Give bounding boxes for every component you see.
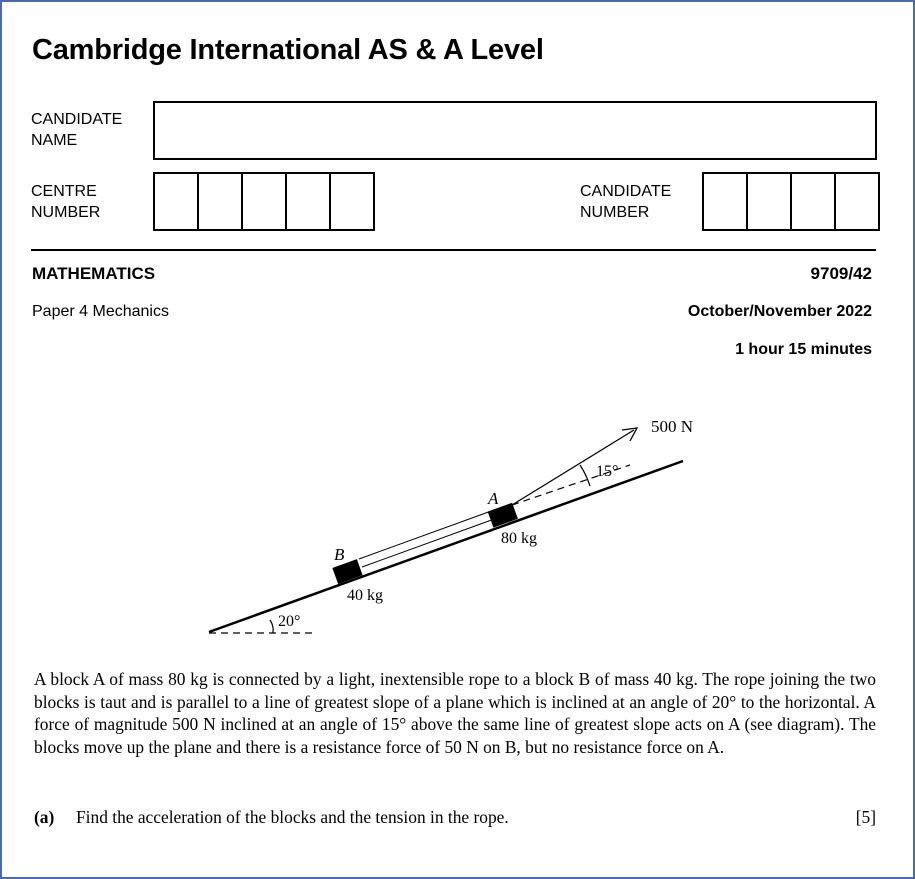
incline-plane-line — [209, 461, 683, 632]
centre-number-digit-box[interactable] — [331, 174, 373, 229]
centre-number-digit-box[interactable] — [243, 174, 287, 229]
force-arrow-head — [622, 428, 637, 441]
force-angle-arc — [580, 465, 590, 486]
candidate-number-digit-box[interactable] — [836, 174, 878, 229]
centre-number-digit-box[interactable] — [155, 174, 199, 229]
header-divider — [31, 249, 876, 251]
subject-heading: MATHEMATICS — [32, 264, 156, 283]
block-a-mass: 80 kg — [501, 530, 537, 547]
rope-upper-edge — [359, 510, 494, 559]
exam-session: October/November 2022 — [687, 303, 872, 320]
part-marks: [5] — [855, 807, 876, 827]
centre-number-digit-box[interactable] — [287, 174, 331, 229]
candidate-name-label: CANDIDATE NAME — [31, 111, 123, 149]
paper-name: Paper 4 Mechanics — [32, 303, 169, 320]
page-title: Cambridge International AS & A Level — [32, 34, 544, 66]
force-angle-label: 15° — [596, 463, 619, 480]
block-b-mass: 40 kg — [347, 587, 383, 604]
part-letter: (a) — [34, 807, 55, 827]
candidate-number-digit-box[interactable] — [748, 174, 792, 229]
inclined-plane-diagram — [202, 412, 722, 647]
candidate-name-field[interactable] — [153, 101, 877, 160]
part-text: Find the acceleration of the blocks and the tension in the rope. — [76, 807, 509, 827]
incline-angle-label: 20° — [278, 613, 301, 630]
centre-number-field[interactable] — [153, 172, 375, 231]
exam-duration: 1 hour 15 minutes — [735, 341, 872, 358]
paper-code: 9709/42 — [810, 264, 872, 283]
question-text: A block A of mass 80 kg is connected by a light, inextensible rope to a block B of mass 40 kg. The rope joining the two blocks is taut and is parallel to a line of greatest slope of a plane which is inclined at an angle of 20° to the horizontal. A force of magnitude 500 N inclined at an angle of 15° above the same line of greatest slope acts on A (see diagram). The blocks move up the plane and there is a resistance force of 50 N on B, but no resistance force on A. — [34, 669, 876, 757]
centre-number-digit-box[interactable] — [199, 174, 243, 229]
candidate-number-digit-box[interactable] — [792, 174, 836, 229]
candidate-number-field[interactable] — [702, 172, 880, 231]
block-a-label: A — [488, 489, 499, 508]
candidate-number-digit-box[interactable] — [704, 174, 748, 229]
force-magnitude-label: 500 N — [651, 417, 694, 436]
rope-lower-edge — [362, 518, 497, 567]
candidate-number-label: CANDIDATE NUMBER — [580, 183, 672, 221]
block-b-label: B — [334, 545, 345, 564]
question-part-a — [34, 807, 876, 828]
centre-number-label: CENTRE NUMBER — [31, 183, 101, 221]
incline-angle-arc — [270, 620, 273, 633]
